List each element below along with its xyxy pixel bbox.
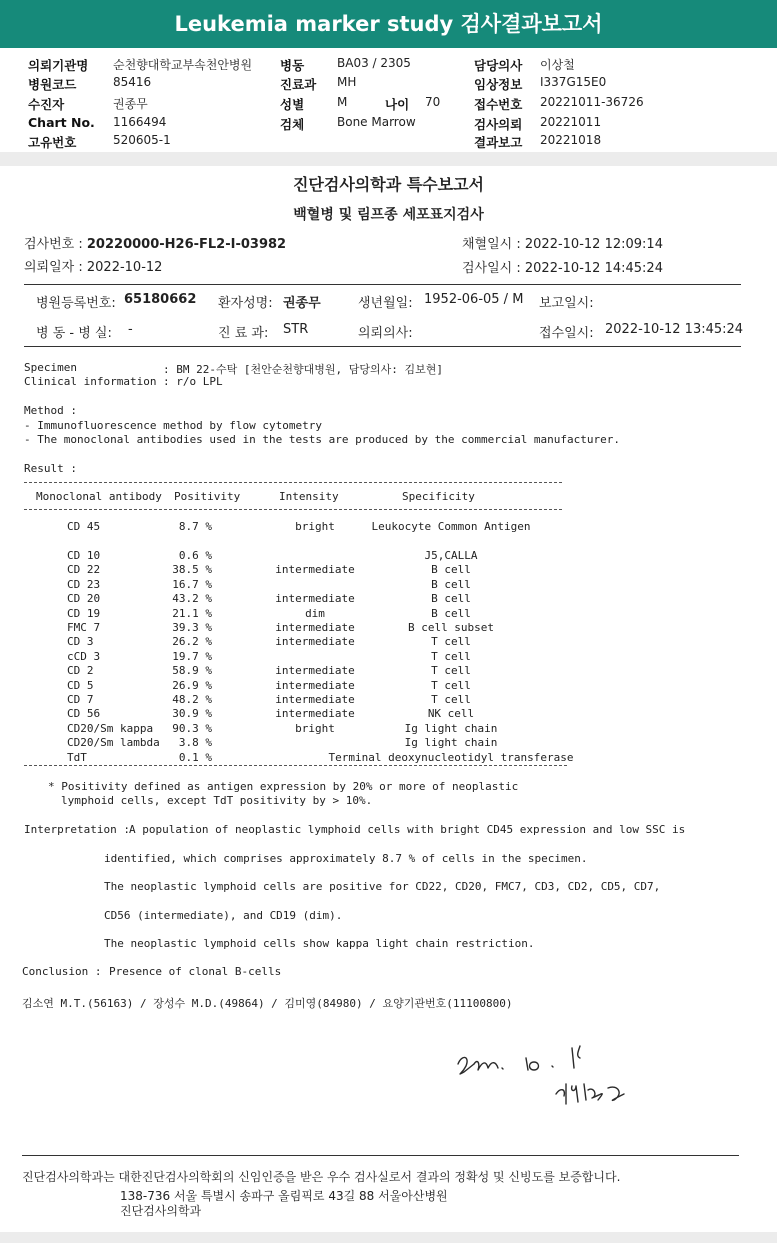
antibody-name: FMC 7 [67,621,101,634]
label-clinical-info: 임상정보 [474,77,523,92]
col-header-positivity: Positivity [174,490,241,503]
intensity-value: bright [295,721,335,735]
intensity-value: dim [305,606,325,620]
antibody-name: CD 2 [67,664,94,678]
antibody-name: cCD 3 [67,649,101,663]
antibody-name: CD 5 [67,678,94,692]
label-chart-no: Chart No. [28,115,95,130]
clinical-info-value: : r/o LPL [163,375,223,388]
test-datetime [462,257,663,276]
receipt-datetime-label: 접수일시: [539,326,594,341]
specificity-value: T cell [431,649,471,663]
col-header-antibody: Monoclonal antibody [36,490,162,503]
specificity-value: T cell [431,678,471,692]
antibody-name: TdT [67,750,87,764]
section-divider [0,152,777,166]
intensity-value: intermediate [275,664,355,678]
antibody-name: CD 22 [67,563,101,577]
value-patient: 권종무 [113,97,148,111]
specimen-value: : BM 22-수탁 [천안순천향대병원, 담당의사: 김보현] [163,363,443,376]
value-unique-no: 520605-1 [113,133,171,147]
footer-rule [22,1155,739,1156]
specificity-value: NK cell [427,707,475,721]
antibody-name: CD20/Sm lambda [67,736,160,750]
interpretation-line-1: A population of neoplastic lymphoid cells with bright CD45 expression and low SSC is [129,823,686,836]
positivity-value: 0.1 % [178,750,212,764]
label-unique-no: 고유번호 [28,135,77,150]
specificity-value: Ig light chain [404,736,498,750]
specificity-value: B cell [431,606,471,620]
rule-bottom [24,346,741,347]
requesting-doctor-label: 의뢰의사: [358,326,413,341]
positivity-value: 38.5 % [172,563,212,577]
interpretation-label: Interpretation : [24,823,130,836]
intensity-value: intermediate [275,563,355,577]
method-line-2: - The monoclonal antibodies used in the tests are produced by the commercial manufacturer. [24,433,621,446]
label-institution: 의뢰기관명 [28,58,89,73]
footer-department: 진단검사의학과 [120,1204,202,1218]
interpretation-line-2: identified, which comprises approximately 8.7 % of cells in the specimen. [104,852,588,865]
antibody-name: CD 7 [67,693,94,706]
test-datetime-value: 2022-10-12 14:45:24 [524,261,663,276]
collection-value: 2022-10-12 12:09:14 [524,237,663,252]
conclusion-label: Conclusion : [22,965,102,978]
handwritten-signature [448,1034,668,1114]
positivity-value: 58.9 % [172,664,212,678]
label-patient: 수진자 [28,97,65,112]
receipt-datetime-value: 2022-10-12 13:45:24 [605,322,744,337]
positivity-value: 3.8 % [178,736,212,750]
conclusion-value: Presence of clonal B-cells [109,965,282,978]
intensity-value: intermediate [275,621,355,634]
antibody-name: CD 19 [67,606,101,620]
specificity-value: J5,CALLA [424,549,478,562]
footer-address: 138-736 서울 특별시 송파구 올림픽로 43길 88 서울아산병원 [120,1189,448,1203]
request-date-label: 의뢰일자 : [24,260,83,275]
value-ward: BA03 / 2305 [337,56,411,70]
value-institution: 순천향대학교부속천안병원 [113,58,253,72]
bottom-band [0,1232,777,1243]
col-header-specificity: Specificity [402,490,475,503]
dob-label: 생년월일: [358,296,413,311]
label-receipt-no: 접수번호 [474,97,523,112]
method-line-1: - Immunofluorescence method by flow cytometry [24,419,323,432]
intensity-value: intermediate [275,707,355,721]
value-physician: 이상철 [540,58,575,72]
positivity-value: 48.2 % [172,693,212,706]
positivity-value: 39.3 % [172,621,212,634]
specimen-label: Specimen [24,361,77,374]
positivity-value: 19.7 % [172,649,212,663]
report-title: 진단검사의학과 특수보고서 [292,175,485,194]
antibody-name: CD 10 [67,549,101,562]
intensity-value: intermediate [275,592,355,606]
positivity-value: 16.7 % [172,577,212,591]
value-chart-no: 1166494 [113,115,167,129]
clinical-info-label: Clinical information [24,375,157,388]
collection-datetime [462,233,663,252]
footnote-line-2: lymphoid cells, except TdT positivity by > 10%. [61,794,373,807]
interpretation-line-3: The neoplastic lymphoid cells are positive for CD22, CD20, FMC7, CD3, CD2, CD5, CD7, [104,880,661,893]
value-department: MH [337,75,357,89]
label-department: 진료과 [280,77,317,92]
patient-name-value: 권종무 [283,296,321,311]
specificity-value: B cell [431,563,471,577]
positivity-value: 21.1 % [172,606,212,620]
footer-certification: 진단검사의학과는 대한진단검사의학회의 신임인증을 받은 우수 검사실로서 결과의 정확성 및 신빙도를 보증합니다. [22,1170,621,1184]
interpretation-line-5: The neoplastic lymphoid cells show kappa light chain restriction. [104,937,535,950]
result-title: Result : [24,462,77,475]
antibody-name: CD 56 [67,707,101,721]
label-specimen-type: 검체 [280,117,305,132]
intensity-value: bright [295,520,335,533]
value-request-date: 20221011 [540,115,602,129]
label-age: 나이 [385,97,410,112]
value-sex: M [337,95,348,109]
reg-no-label: 병원등록번호: [36,296,116,311]
report-subtitle: 백혈병 및 림프종 세포표지검사 [293,207,484,223]
test-number-label: 검사번호 : [24,237,83,252]
request-date-value: 2022-10-12 [86,260,163,275]
ward-room-value: - [128,322,133,337]
intensity-value: intermediate [275,693,355,706]
antibody-name: CD 20 [67,592,101,606]
test-datetime-label: 검사일시 : [462,261,521,276]
dob-value: 1952-06-05 / M [424,292,524,307]
antibody-name: CD 3 [67,635,94,649]
table-rule-3 [24,765,567,766]
table-rule-1 [24,482,562,483]
specificity-value: Leukocyte Common Antigen [371,520,531,533]
value-receipt-no: 20221011-36726 [540,95,644,109]
col-header-intensity: Intensity [279,490,339,503]
report-banner-title: Leukemia marker study 검사결과보고서 [0,0,777,48]
report-datetime-label: 보고일시: [539,296,594,311]
value-clinical-info: I337G15E0 [540,75,607,89]
antibody-name: CD 23 [67,577,101,591]
value-hospital-code: 85416 [113,75,152,89]
specificity-value: T cell [431,635,471,649]
interpretation-line-4: CD56 (intermediate), and CD19 (dim). [104,909,343,922]
specificity-value: Terminal deoxynucleotidyl transferase [328,750,574,764]
intensity-value: intermediate [275,635,355,649]
test-number-value: 20220000-H26-FL2-I-03982 [86,237,287,252]
dept-label: 진 료 과: [218,326,269,341]
dept-value: STR [283,322,309,337]
footnote-line-1: * Positivity defined as antigen expression by 20% or more of neoplastic [48,780,519,793]
table-rule-2 [24,509,562,510]
value-specimen-type: Bone Marrow [337,115,416,129]
positivity-value: 8.7 % [178,520,212,533]
specificity-value: T cell [431,693,471,706]
test-number [24,233,286,252]
specificity-value: B cell subset [407,621,495,634]
positivity-value: 26.9 % [172,678,212,692]
rule-top [24,284,741,285]
signatories: 김소연 M.T.(56163) / 장성수 M.D.(49864) / 김미영(84980) / 요양기관번호(11100800) [22,997,513,1010]
label-ward: 병동 [280,58,305,73]
positivity-value: 26.2 % [172,635,212,649]
special-report [0,166,777,1232]
collection-label: 채혈일시 : [462,237,521,252]
positivity-value: 90.3 % [172,721,212,735]
positivity-value: 43.2 % [172,592,212,606]
header-info [0,48,777,168]
positivity-value: 0.6 % [178,549,212,562]
ward-room-label: 병 동 - 병 실: [36,326,112,341]
value-report-date: 20221018 [540,133,602,147]
value-age: 70 [425,95,441,109]
label-report-date: 결과보고 [474,135,523,150]
intensity-value: intermediate [275,678,355,692]
specificity-value: B cell [431,592,471,606]
patient-name-label: 환자성명: [218,296,273,311]
antibody-name: CD20/Sm kappa [67,721,154,735]
label-physician: 담당의사 [474,58,523,73]
specificity-value: Ig light chain [404,721,498,735]
label-sex: 성별 [280,97,305,112]
antibody-name: CD 45 [67,520,101,533]
positivity-value: 30.9 % [172,707,212,721]
label-request-date: 검사의뢰 [474,117,523,132]
method-title: Method : [24,404,77,417]
request-date [24,256,162,275]
specificity-value: T cell [431,664,471,678]
label-hospital-code: 병원코드 [28,77,77,92]
reg-no-value: 65180662 [124,292,197,307]
specificity-value: B cell [431,577,471,591]
